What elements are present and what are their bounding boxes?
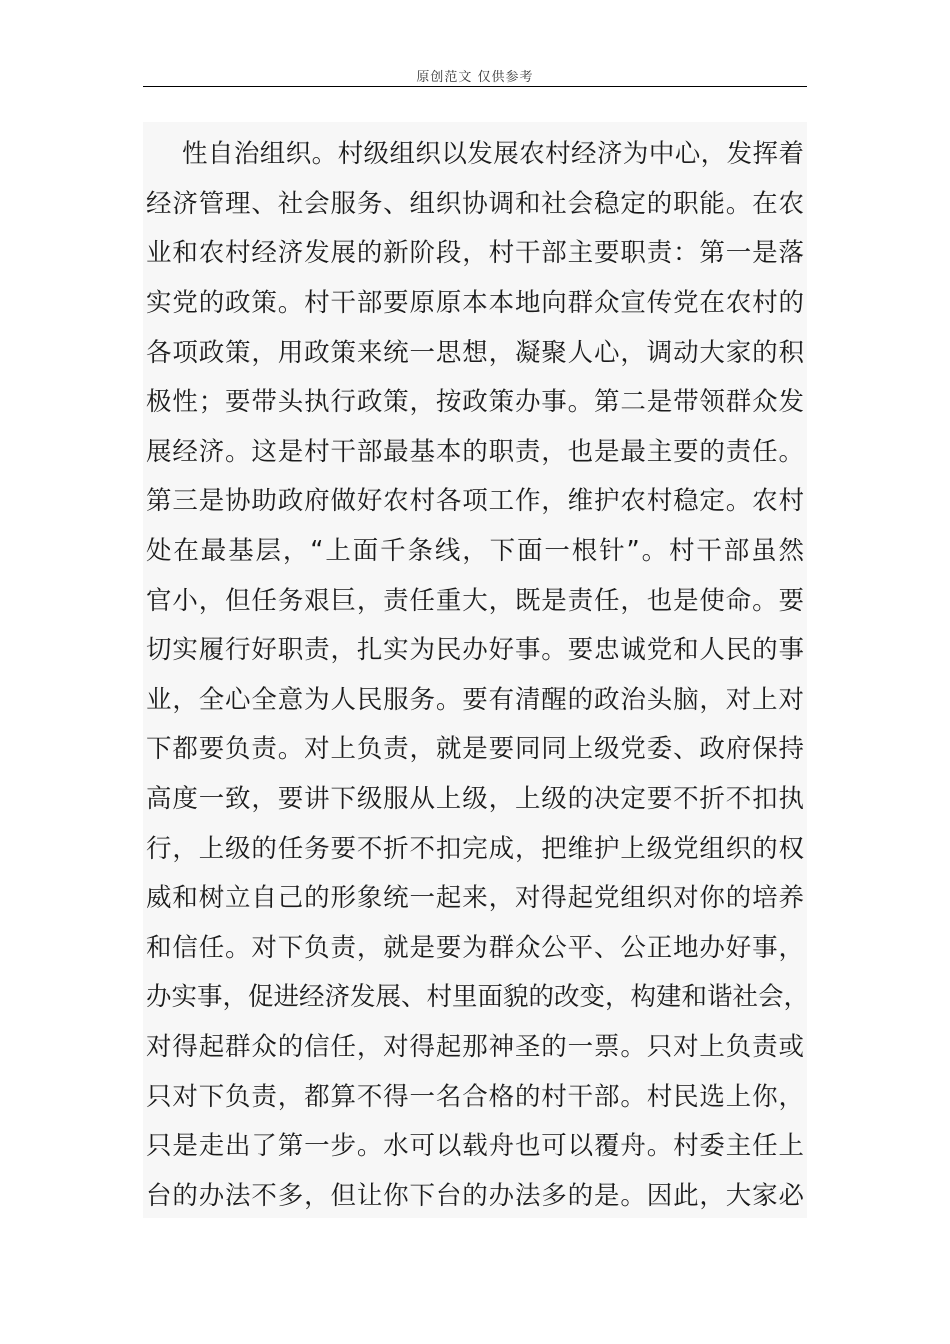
body-text-block — [143, 122, 810, 1218]
text-line: 高度一致，要讲下级服从上级，上级的决定要不折不扣执 — [146, 784, 804, 814]
text-line: 台的办法不多，但让你下台的办法多的是。因此，大家必 — [146, 1181, 804, 1211]
text-line: 业和农村经济发展的新阶段，村干部主要职责：第一是落 — [146, 238, 804, 268]
text-line: 切实履行好职责，扎实为民办好事。要忠诚党和人民的事 — [146, 635, 804, 665]
text-line: 行，上级的任务要不折不扣完成，把维护上级党组织的权 — [146, 834, 804, 864]
text-line: 各项政策，用政策来统一思想，凝聚人心，调动大家的积 — [146, 338, 804, 368]
page-header: 原创范文 仅供参考 — [416, 70, 534, 85]
text-line: 第三是协助政府做好农村各项工作，维护农村稳定。农村 — [146, 486, 804, 516]
text-line: 实党的政策。村干部要原原本本地向群众宣传党在农村的 — [146, 288, 804, 318]
text-line: 对得起群众的信任，对得起那神圣的一票。只对上负责或 — [146, 1032, 804, 1062]
text-line: 经济管理、社会服务、组织协调和社会稳定的职能。在农 — [146, 189, 804, 219]
text-line: 威和树立自己的形象统一起来，对得起党组织对你的培养 — [146, 883, 804, 913]
text-line: 只是走出了第一步。水可以载舟也可以覆舟。村委主任上 — [146, 1131, 804, 1161]
text-line: 和信任。对下负责，就是要为群众公平、公正地办好事， — [146, 933, 804, 963]
text-line: 极性；要带头执行政策，按政策办事。第二是带领群众发 — [146, 387, 804, 417]
text-line: 办实事，促进经济发展、村里面貌的改变，构建和谐社会， — [146, 982, 810, 1012]
text-line: 只对下负责，都算不得一名合格的村干部。村民选上你， — [146, 1082, 804, 1112]
text-line: 官小，但任务艰巨，责任重大，既是责任，也是使命。要 — [146, 586, 804, 616]
text-line: 展经济。这是村干部最基本的职责，也是最主要的责任。 — [146, 437, 804, 467]
header-rule — [143, 86, 807, 87]
text-line: 处在最基层，“上面千条线，下面一根针”。村干部虽然 — [146, 536, 804, 566]
text-line: 下都要负责。对上负责，就是要同同上级党委、政府保持 — [146, 734, 804, 764]
text-line: 性自治组织。村级组织以发展农村经济为中心，发挥着 — [182, 139, 804, 169]
text-line: 业，全心全意为人民服务。要有清醒的政治头脑，对上对 — [146, 685, 804, 715]
